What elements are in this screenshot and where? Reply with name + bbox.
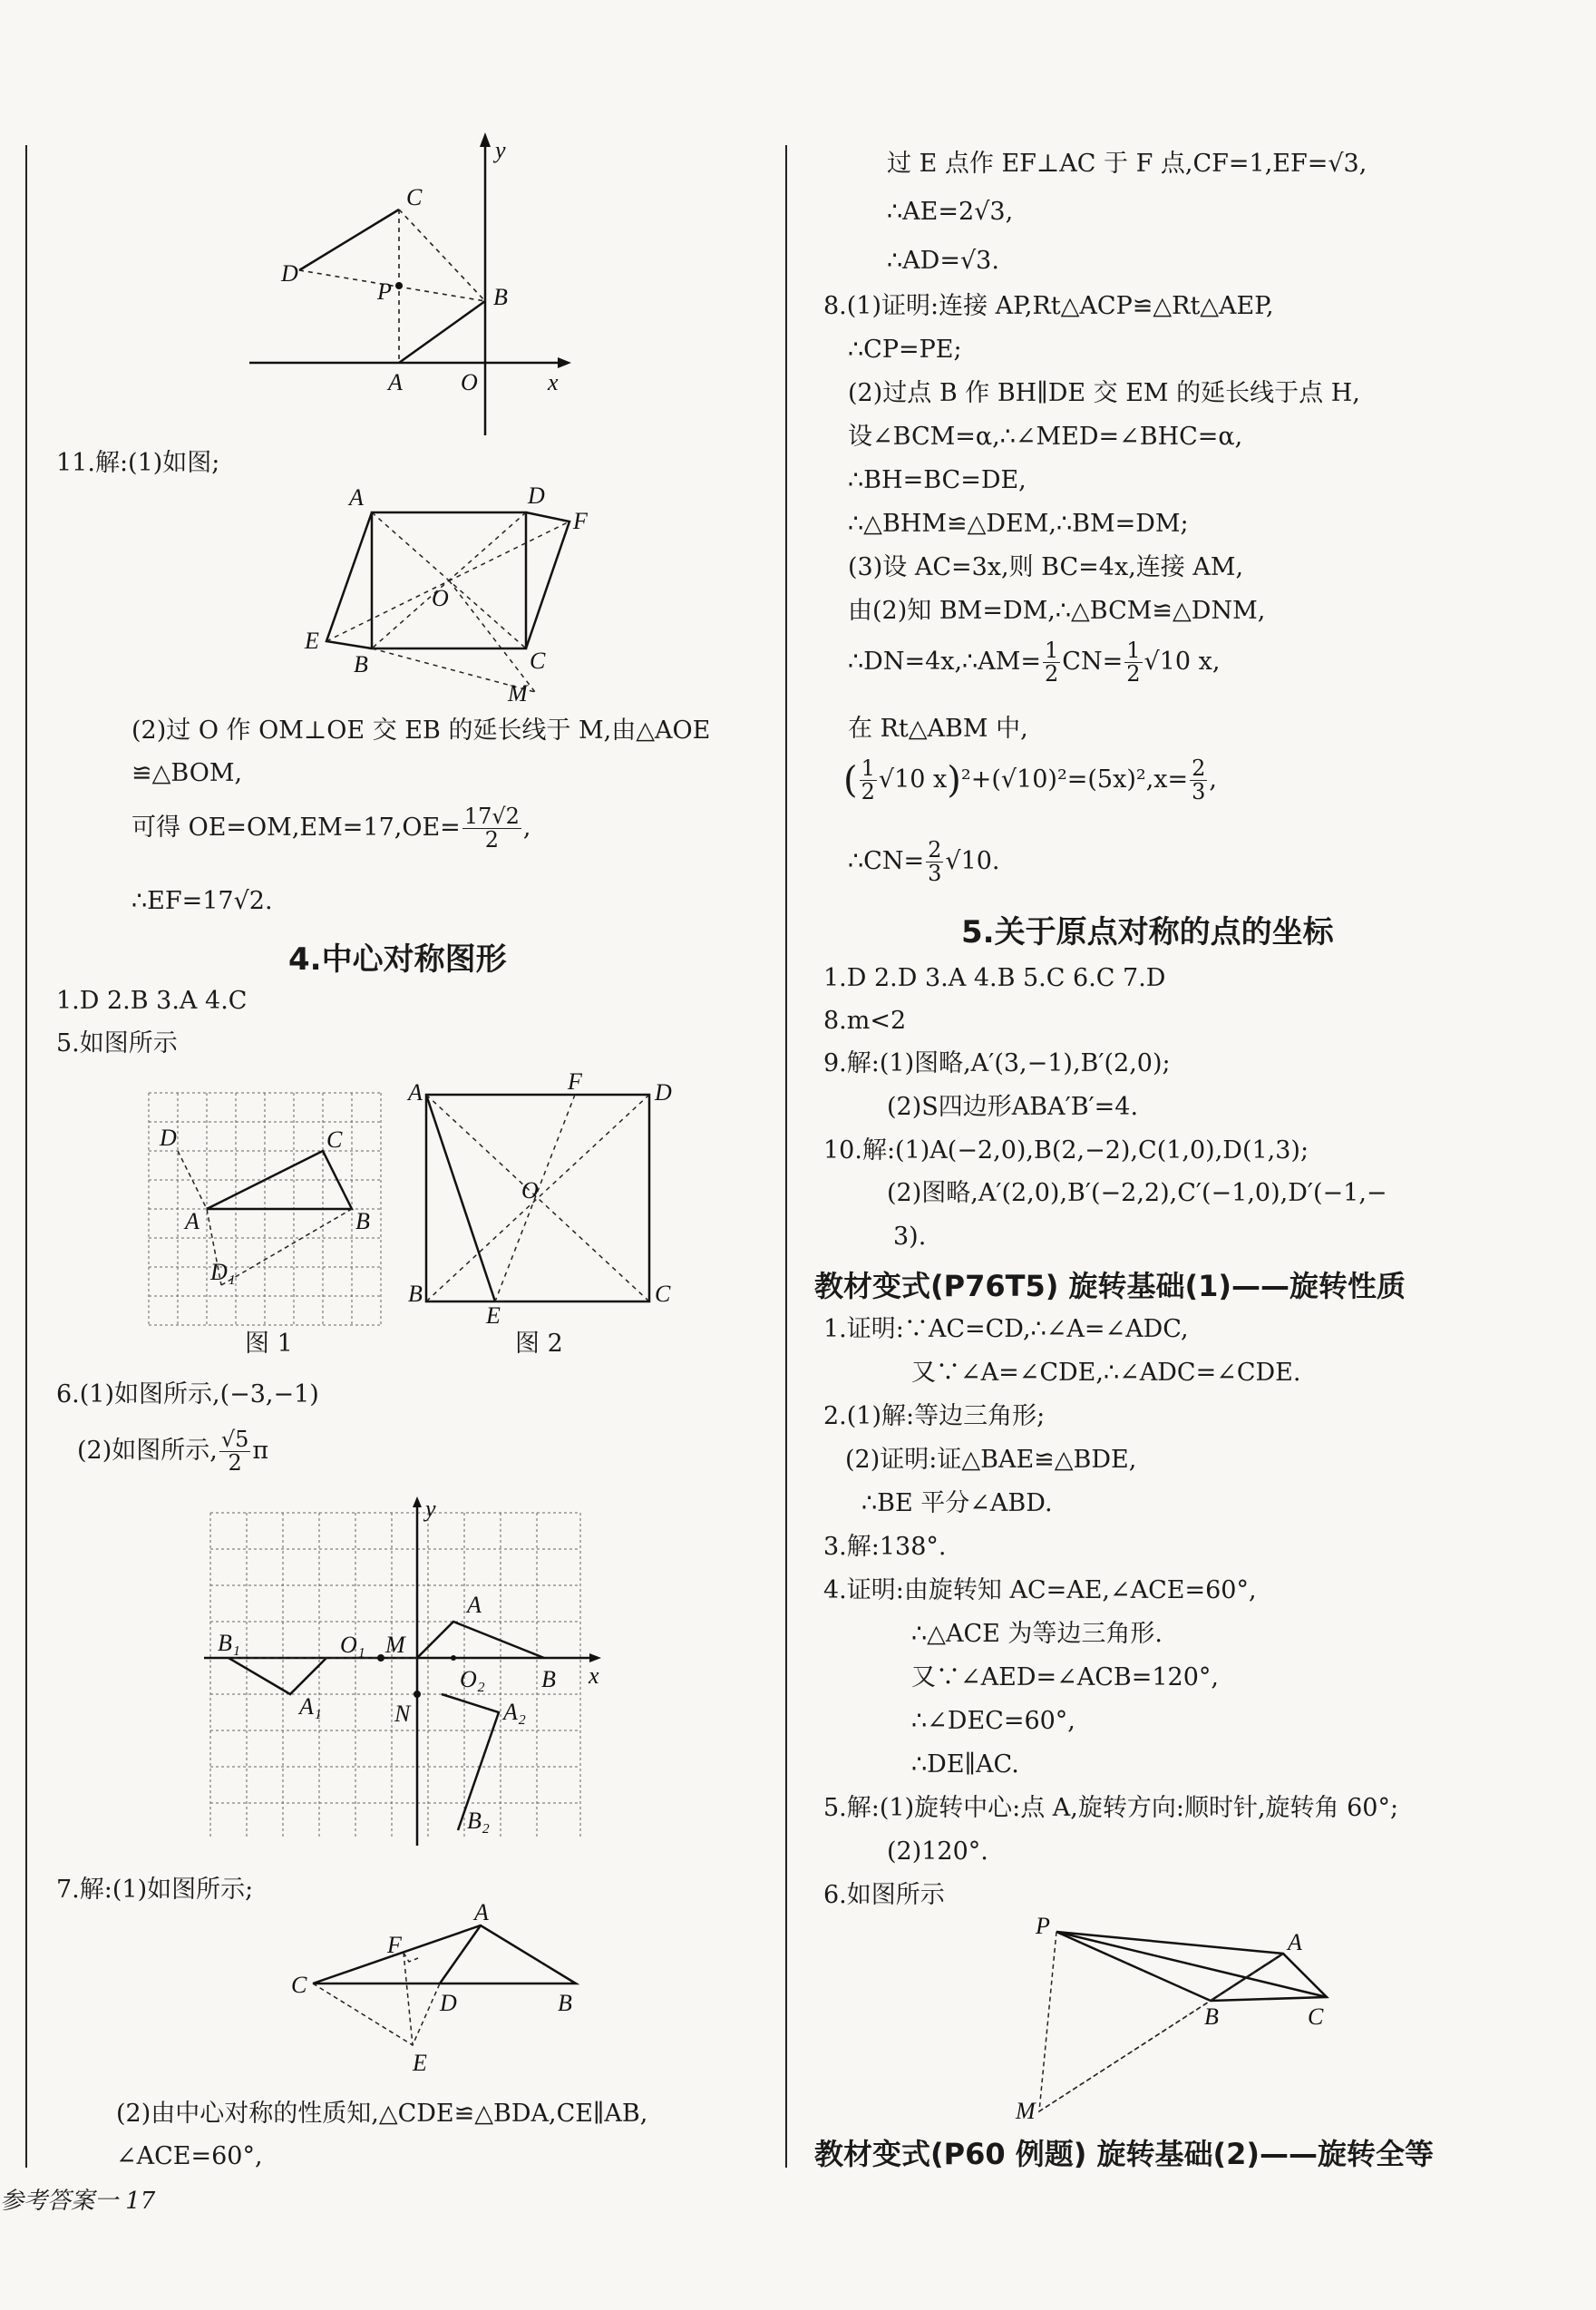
v5-line2: (2)120°. xyxy=(887,1837,988,1866)
label-A: A xyxy=(1288,1929,1302,1955)
q11-part1: 11.解:(1)如图; xyxy=(56,449,220,477)
label-x: x xyxy=(548,369,559,395)
r-line-2: ∴AE=2√3, xyxy=(887,198,1014,226)
r-line-1: 过 E 点作 EF⊥AC 于 F 点,CF=1,EF=√3, xyxy=(887,150,1367,178)
q8-cn-text: CN= xyxy=(1062,648,1124,677)
label-C: C xyxy=(1308,2003,1324,2030)
label-M: M xyxy=(385,1632,405,1658)
label-A: A xyxy=(349,484,364,511)
q8-part1: 8.(1)证明:连接 AP,Rt△ACP≌△Rt△AEP, xyxy=(823,292,1274,320)
q6-part2 xyxy=(77,1428,268,1475)
variation-2-title: 教材变式(P60 例题) 旋转基础(2)——旋转全等 xyxy=(814,2137,1435,2171)
q7-part2-line1: (2)由中心对称的性质知,△CDE≌△BDA,CE∥AB, xyxy=(116,2100,648,2128)
fraction-two-thirds-a: $\frac{2}{3}$ xyxy=(1192,755,1206,805)
label-M: M xyxy=(1016,2098,1036,2124)
label-O2: O₂ xyxy=(460,1666,485,1692)
figure-top-coordinate xyxy=(245,136,571,444)
q8-part1-b: ∴CP=PE; xyxy=(848,336,962,364)
q6-part2-text: (2)如图所示, xyxy=(77,1437,218,1466)
label-C: C xyxy=(326,1126,343,1153)
q8-equation: ²+(√10)²=(5x)²,x= xyxy=(960,765,1189,794)
q7-part2-line2: ∠ACE=60°, xyxy=(116,2142,263,2170)
figure-6-coordinate-grid xyxy=(204,1496,612,1859)
left-margin-rule xyxy=(25,145,27,2168)
fraction-17sqrt2-over-2: $\frac{17√2}{2}$ xyxy=(463,804,520,853)
q8-sqrt10x-2: √10 x xyxy=(878,765,948,794)
column-divider xyxy=(785,145,787,2168)
label-O: O xyxy=(461,369,478,395)
v4-line3: 又∵∠AED=∠ACB=120°, xyxy=(911,1663,1219,1691)
q8-m: 8.m<2 xyxy=(823,1007,907,1035)
figure-2-caption: 图 2 xyxy=(515,1330,563,1358)
q7-part1: 7.解:(1)如图所示; xyxy=(56,1876,254,1904)
label-O: O xyxy=(432,585,449,611)
variation-1-title: 教材变式(P76T5) 旋转基础(1)——旋转性质 xyxy=(814,1269,1406,1303)
q8-part2-b: 设∠BCM=α,∴∠MED=∠BHC=α, xyxy=(848,423,1243,451)
label-B2: B₂ xyxy=(467,1808,490,1834)
section-5-title: 5.关于原点对称的点的坐标 xyxy=(961,914,1334,950)
v4-line2: ∴△ACE 为等边三角形. xyxy=(911,1620,1163,1648)
label-B: B xyxy=(1204,2003,1219,2030)
q11-part2-line1: (2)过 O 作 OM⊥OE 交 EB 的延长线于 M,由△AOE xyxy=(131,716,711,745)
fraction-one-half-c: $\frac{1}{2}$ xyxy=(861,755,875,805)
q8-part2-c: ∴BH=BC=DE, xyxy=(848,466,1027,494)
label-B: B xyxy=(355,1208,370,1234)
q8-part3: (3)设 AC=3x,则 BC=4x,连接 AM, xyxy=(848,553,1244,581)
r-line-3: ∴AD=√3. xyxy=(887,247,999,275)
q6-pi: π xyxy=(252,1437,269,1466)
q11-part2-line3: 可得 OE=OM,EM=17,OE= $\frac{17√2}{2}$ , xyxy=(131,804,531,853)
q8-part3-c xyxy=(848,639,1220,686)
q10-part3: 3). xyxy=(893,1223,927,1251)
q11-part2-line2: ≌△BOM, xyxy=(131,759,243,787)
label-C: C xyxy=(406,184,423,210)
figure-5-1-grid xyxy=(149,1093,381,1325)
fraction-sqrt5-over-2: $\frac{√5}{2}$ xyxy=(220,1427,249,1477)
label-C: C xyxy=(530,648,546,674)
q8-sqrt10: √10. xyxy=(945,847,1000,876)
q6-part1: 6.(1)如图所示,(−3,−1) xyxy=(56,1380,319,1408)
label-A: A xyxy=(185,1208,200,1234)
label-B: B xyxy=(408,1281,423,1307)
label-A: A xyxy=(474,1899,489,1925)
figure-7-triangle xyxy=(286,1899,594,2081)
label-D: D xyxy=(440,1990,457,2016)
section-5-answers: 1.D 2.D 3.A 4.B 5.C 6.C 7.D xyxy=(823,964,1166,992)
label-x: x xyxy=(589,1662,599,1689)
footer-page-label: 参考答案一 17 xyxy=(0,2188,156,2215)
q9-part1: 9.解:(1)图略,A′(3,−1),B′(2,0); xyxy=(823,1049,1171,1077)
label-F: F xyxy=(568,1068,582,1095)
v2-line3: ∴BE 平分∠ABD. xyxy=(861,1489,1053,1517)
label-N: N xyxy=(394,1701,411,1727)
q8-part2: (2)过点 B 作 BH∥DE 交 EM 的延长线于点 H, xyxy=(848,379,1360,407)
label-D: D xyxy=(655,1079,672,1106)
y-arrow xyxy=(480,132,491,147)
v5-line1: 5.解:(1)旋转中心:点 A,旋转方向:顺时针,旋转角 60°; xyxy=(823,1794,1399,1822)
figure-1-caption: 图 1 xyxy=(245,1330,293,1358)
label-E: E xyxy=(305,628,319,654)
label-B1: B₁ xyxy=(218,1630,240,1656)
label-B: B xyxy=(493,284,508,310)
q8-dn-text: ∴DN=4x,∴AM= xyxy=(848,648,1042,677)
q8-part2-d: ∴△BHM≌△DEM,∴BM=DM; xyxy=(848,510,1189,538)
label-F: F xyxy=(573,508,588,534)
label-O: O xyxy=(521,1177,539,1204)
q8-part3-d: 在 Rt△ABM 中, xyxy=(848,715,1028,743)
q8-part3-b: 由(2)知 BM=DM,∴△BCM≌△DNM, xyxy=(848,597,1266,625)
q9-part2: (2)S四边形ABA′B′=4. xyxy=(887,1093,1139,1121)
label-D: D xyxy=(160,1125,177,1151)
q11-part2-line4: ∴EF=17√2. xyxy=(131,887,273,915)
label-D: D xyxy=(281,260,298,287)
label-D: D xyxy=(528,482,545,509)
v3-line: 3.解:138°. xyxy=(823,1533,947,1561)
fraction-two-thirds-b: $\frac{2}{3}$ xyxy=(928,837,942,887)
label-O1: O₁ xyxy=(340,1632,365,1658)
figure-r6-rotation xyxy=(1016,1914,1351,2122)
v4-line5: ∴DE∥AC. xyxy=(911,1750,1019,1779)
label-B: B xyxy=(354,651,368,677)
q8-part3-e: ( $\frac{1}{2}$ √10 x)²+(√10)²=(5x)²,x= $\frac{2}{3}$ , xyxy=(843,755,1218,805)
q10-part2: (2)图略,A′(2,0),B′(−2,2),C′(−1,0),D′(−1,− xyxy=(887,1179,1387,1207)
label-y: y xyxy=(495,137,506,163)
q8-cn-result: ∴CN= xyxy=(848,847,925,876)
label-A: A xyxy=(388,369,403,395)
v6-line: 6.如图所示 xyxy=(823,1881,945,1909)
figure-5-2-square xyxy=(408,1068,672,1329)
v4-line4: ∴∠DEC=60°, xyxy=(911,1707,1075,1735)
x-arrow xyxy=(558,357,571,368)
q10-part1: 10.解:(1)A(−2,0),B(2,−2),C(1,0),D(1,3); xyxy=(823,1136,1309,1165)
label-P: P xyxy=(377,278,392,305)
v1-line1: 1.证明:∵AC=CD,∴∠A=∠ADC, xyxy=(823,1315,1189,1343)
label-C: C xyxy=(655,1281,671,1307)
label-D1: D₁ xyxy=(210,1259,236,1285)
label-C: C xyxy=(291,1972,307,1998)
q8-sqrt10x: √10 x, xyxy=(1143,648,1221,677)
label-B: B xyxy=(558,1990,572,2016)
figure-11-square xyxy=(299,482,598,712)
section-4-answers: 1.D 2.B 3.A 4.C xyxy=(56,987,248,1015)
label-A2: A₂ xyxy=(503,1699,526,1725)
label-E: E xyxy=(413,2050,427,2076)
label-E: E xyxy=(486,1302,501,1329)
label-F: F xyxy=(387,1932,402,1958)
fraction-one-half-a: $\frac{1}{2}$ xyxy=(1045,638,1059,687)
label-A1: A₁ xyxy=(299,1693,322,1720)
v2-line1: 2.(1)解:等边三角形; xyxy=(823,1402,1046,1430)
q8-part3-f xyxy=(848,839,1000,885)
section-4-title: 4.中心对称图形 xyxy=(288,941,507,978)
q11-oe-text: 可得 OE=OM,EM=17,OE= xyxy=(131,814,461,843)
label-B: B xyxy=(541,1666,556,1692)
v1-line2: 又∵∠A=∠CDE,∴∠ADC=∠CDE. xyxy=(911,1359,1301,1387)
v2-line2: (2)证明:证△BAE≌△BDE, xyxy=(845,1446,1137,1474)
label-A: A xyxy=(467,1592,482,1618)
v4-line1: 4.证明:由旋转知 AC=AE,∠ACE=60°, xyxy=(823,1576,1257,1604)
fraction-one-half-b: $\frac{1}{2}$ xyxy=(1126,638,1141,687)
label-A: A xyxy=(408,1079,423,1106)
label-M: M xyxy=(508,680,528,707)
label-P: P xyxy=(1036,1913,1050,1939)
q8-comma: , xyxy=(1209,765,1218,794)
q5-text: 5.如图所示 xyxy=(56,1029,178,1058)
label-y: y xyxy=(425,1496,436,1522)
